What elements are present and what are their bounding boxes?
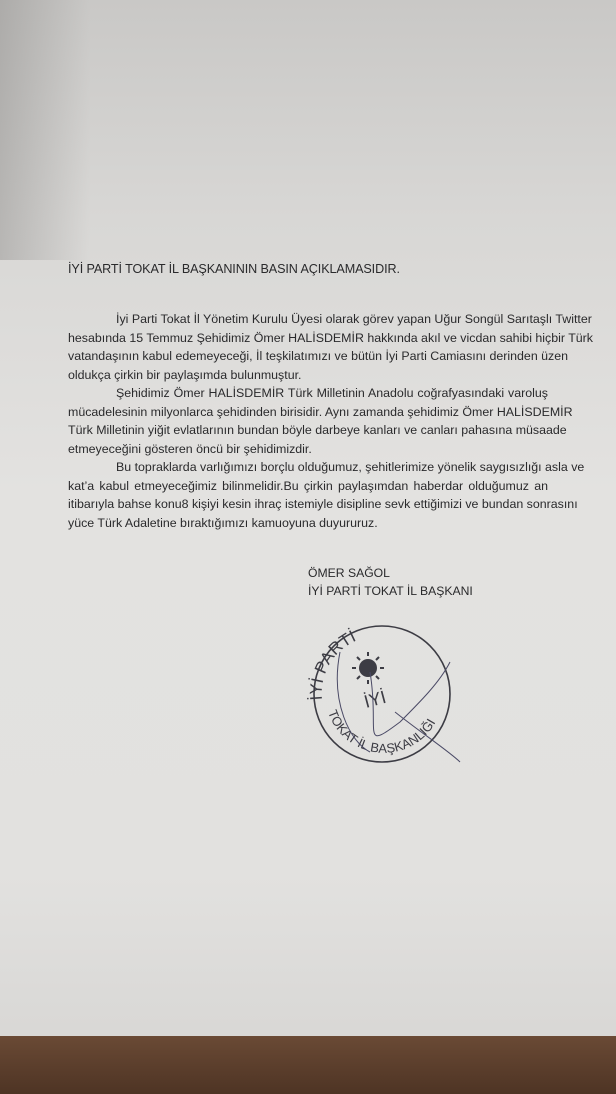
text-line: Türk Milletinin yiğit evlatlarının bundan böyle darbeye kanları ve canları pahasına müsaade <box>68 423 567 437</box>
text-line: İyi Parti Tokat İl Yönetim Kurulu Üyesi olarak görev yapan Uğur Songül Sarıtaşlı Twitter <box>116 312 592 326</box>
stamp-bottom-text: TOKAT İL BAŞKANLIĞI <box>325 707 439 756</box>
text-line: kat’a kabul etmeyeceğimiz bilinmelidir.Bu çirkin paylaşımdan haberdar olduğumuz an <box>68 478 548 493</box>
document-title: İYİ PARTİ TOKAT İL BAŞKANININ BASIN AÇIKLAMASIDIR. <box>68 262 400 276</box>
photo-shadow <box>0 0 90 260</box>
signer-role: İYİ PARTİ TOKAT İL BAŞKANI <box>308 583 473 598</box>
text-line: hesabında 15 Temmuz Şehidimiz Ömer HALİSDEMİR hakkında akıl ve vicdan sahibi hiçbir Türk <box>68 330 593 345</box>
floor-background <box>0 1036 616 1094</box>
text-line: oldukça çirkin bir paylaşımda bulunmuştur. <box>68 367 302 382</box>
text-line: etmeyeceğini gösteren öncü bir şehidimizdir. <box>68 441 312 456</box>
text-line: vatandaşının kabul edemeyeceği, İl teşkilatımızı ve bütün İyi Parti Camiasını derinden üzen <box>68 349 569 363</box>
paragraph-3 <box>68 458 585 532</box>
sun-icon <box>352 652 384 684</box>
text-line: Şehidimiz Ömer HALİSDEMİR Türk Milletinin Anadolu coğrafyasındaki varoluş <box>116 386 548 400</box>
party-stamp <box>300 612 470 772</box>
signature-block <box>308 565 473 600</box>
signer-name: ÖMER SAĞOL <box>308 566 390 580</box>
stamp-center-text: İYİ <box>361 686 389 712</box>
paragraph-2 <box>68 384 573 458</box>
text-line: mücadelesinin milyonlarca şehidinden birisidir. Aynı zamanda şehidimiz Ömer HALİSDEMİR <box>68 404 573 419</box>
stamp-top-text: İYİ PARTİ <box>306 626 359 702</box>
text-line: yüce Türk Adaletine bıraktığımızı kamuoyuna duyururuz. <box>68 515 378 530</box>
paragraph-1 <box>68 310 593 384</box>
text-line: itibarıyla bahse konu8 kişiyi kesin ihraç istemiyle disipline sevk ettiğimizi ve bundan sonrasını <box>68 497 578 511</box>
text-line: Bu topraklarda varlığımızı borçlu olduğumuz, şehitlerimize yönelik saygısızlığı asla ve <box>116 460 585 474</box>
